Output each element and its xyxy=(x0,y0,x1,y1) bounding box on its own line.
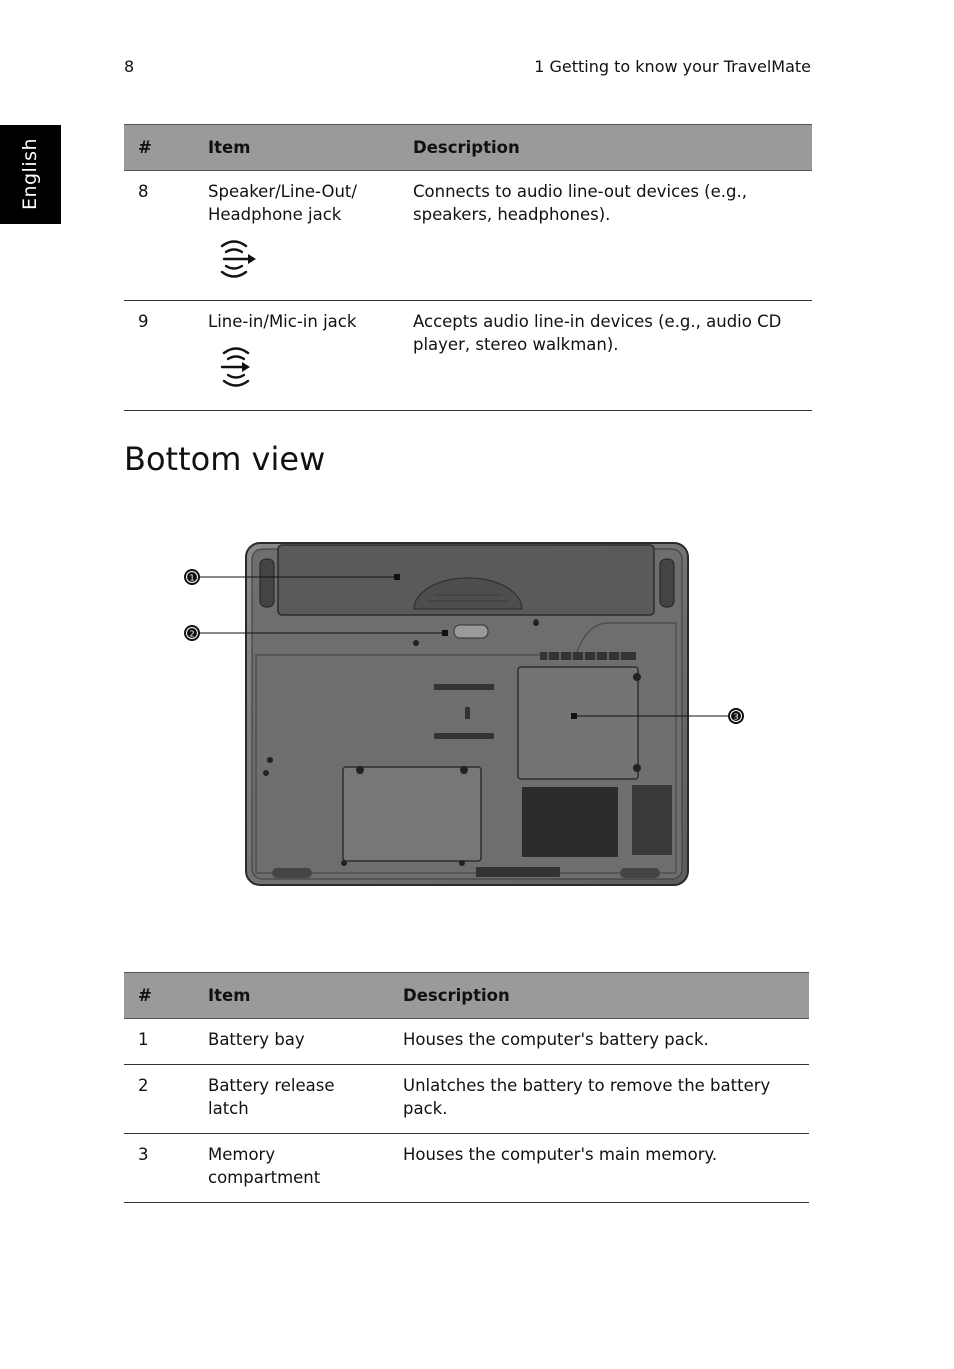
column-header-item: Item xyxy=(194,125,399,171)
table-row xyxy=(124,1019,809,1065)
page-number: 8 xyxy=(124,57,135,76)
item-line: Speaker/Line-Out/ xyxy=(208,182,357,201)
row-number: 1 xyxy=(124,1019,194,1065)
description-line: Unlatches the battery to remove the battery xyxy=(403,1076,771,1095)
column-header-description: Description xyxy=(389,973,809,1019)
callout-3 xyxy=(728,708,744,724)
column-header-item: Item xyxy=(194,973,389,1019)
table-row xyxy=(124,1134,809,1203)
bottom-view-table xyxy=(124,972,809,1203)
description-line: player, stereo walkman). xyxy=(413,335,619,354)
row-number: 2 xyxy=(124,1065,194,1134)
row-description xyxy=(389,1134,809,1203)
description-line: pack. xyxy=(403,1099,448,1118)
item-line: latch xyxy=(208,1099,249,1118)
table-header-row xyxy=(124,125,812,171)
description-line: speakers, headphones). xyxy=(413,205,611,224)
callout-number: 1 xyxy=(189,573,195,583)
description-line: Accepts audio line-in devices (e.g., audio CD xyxy=(413,312,782,331)
column-header-number: # xyxy=(124,973,194,1019)
language-tab-label: English xyxy=(19,137,41,211)
item-line: Memory xyxy=(208,1145,276,1164)
row-description xyxy=(399,301,812,411)
line-in-icon xyxy=(212,345,258,389)
row-number: 8 xyxy=(124,171,194,301)
callout-2 xyxy=(184,625,200,641)
section-heading: Bottom view xyxy=(124,440,326,478)
row-item xyxy=(194,1019,389,1065)
item-line: Battery release xyxy=(208,1076,335,1095)
description-line: Houses the computer's main memory. xyxy=(403,1145,718,1164)
table-row xyxy=(124,1065,809,1134)
item-line: Battery bay xyxy=(208,1030,305,1049)
row-item xyxy=(194,171,399,301)
row-item xyxy=(194,301,399,411)
description-line: Houses the computer's battery pack. xyxy=(403,1030,709,1049)
callout-number: 2 xyxy=(189,629,195,639)
column-header-description: Description xyxy=(399,125,812,171)
row-description xyxy=(389,1019,809,1065)
ports-table xyxy=(124,124,812,411)
row-number: 3 xyxy=(124,1134,194,1203)
item-line: compartment xyxy=(208,1168,321,1187)
line-out-icon xyxy=(212,238,258,280)
language-tab xyxy=(0,125,61,224)
row-number: 9 xyxy=(124,301,194,411)
item-line: Headphone jack xyxy=(208,205,342,224)
row-item xyxy=(194,1065,389,1134)
laptop-bottom-view-figure xyxy=(176,495,776,945)
description-line: Connects to audio line-out devices (e.g., xyxy=(413,182,747,201)
column-header-number: # xyxy=(124,125,194,171)
row-description xyxy=(389,1065,809,1134)
callout-1 xyxy=(184,569,200,585)
table-row xyxy=(124,301,812,411)
table-header-row xyxy=(124,973,809,1019)
row-description xyxy=(399,171,812,301)
table-row xyxy=(124,171,812,301)
callout-number: 3 xyxy=(733,712,739,722)
running-head: 1 Getting to know your TravelMate xyxy=(534,57,811,76)
item-line: Line-in/Mic-in jack xyxy=(208,312,357,331)
row-item xyxy=(194,1134,389,1203)
